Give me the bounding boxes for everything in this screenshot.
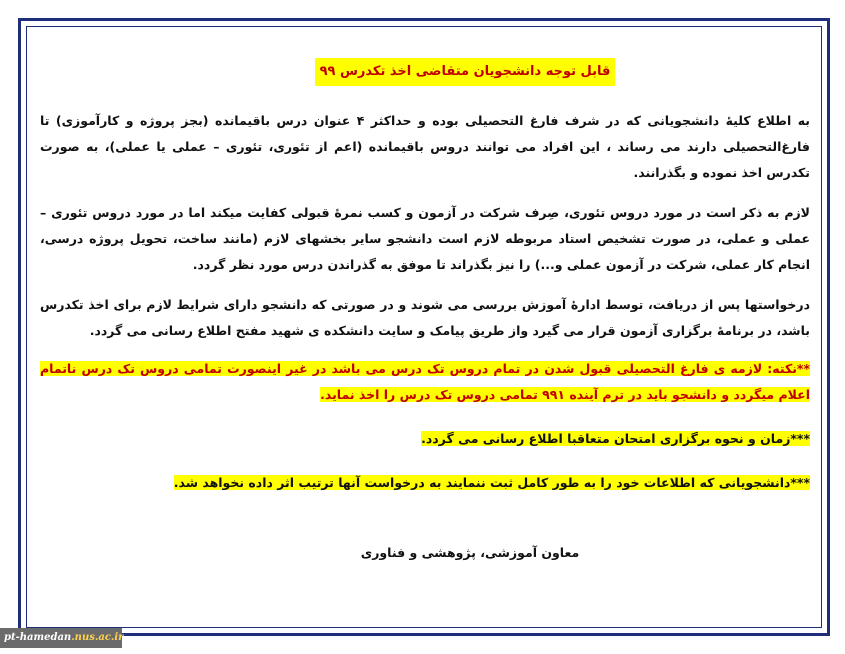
paragraph-eligibility: به اطلاع کلیهٔ دانشجویانی که در شرف فارغ التحصیلی بوده و حداکثر ۴ عنوان درس باقیمانده (بجز پروژه و کارآموزی) تا فارغ‌التحصیلی دارند می رساند ، این افراد می توانند دروس باقیمانده (اعم از تئوری، تئوری – عملی یا عملی)، به صورت تکدرس اخذ نموده و بگذرانند. xyxy=(40,113,810,180)
watermark-host: pt-hamedan xyxy=(4,632,72,643)
watermark-domain: .nus.ac.ir xyxy=(71,632,124,643)
note-exam-block xyxy=(40,426,810,452)
note-registration: ***دانشجویانی که اطلاعات خود را به طور کامل ثبت ننمایند به درخواست آنها ترتیب اثر داده نخواهد شد. xyxy=(173,475,810,490)
paragraph-requirements: لازم به ذکر است در مورد دروس تئوری، صِرف شرکت در آزمون و کسب نمرهٔ قبولی کفایت میکند اما در مورد دروس تئوری – عملی و عملی، در صورت تشخیص استاد مربوطه لازم است دانشجو سایر بخشهای لازم (مانند ساخت، تحویل پروژه درسی، انجام کار عملی، شرکت در آزمون عملی و...) را نیز بگذراند تا موفق به گذراندن درس مورد نظر گردد. xyxy=(40,205,810,272)
signature: معاون آموزشی، پژوهشی و فناوری xyxy=(360,545,580,560)
note-exam-schedule: ***زمان و نحوه برگزاری امتحان متعاقبا اطلاع رسانی می گردد. xyxy=(421,431,810,446)
note-graduation: **نکته: لازمه ی فارغ التحصیلی قبول شدن در تمام دروس تک درس می باشد در غیر اینصورت تمامی دروس تک درس ناتمام اعلام میگردد و دانشجو باید در ترم آینده ۹۹۱ تمامی دروس تک درس را اخذ نماید. xyxy=(40,361,810,402)
paragraph-review: درخواستها پس از دریافت، توسط ادارهٔ آموزش بررسی می شوند و در صورتی که دانشجو دارای شرایط لازم برای اخذ تکدرس باشد، در برنامهٔ برگزاری آزمون قرار می گیرد واز طریق پیامک و سایت دانشکده ی شهید مفتح اطلاع رسانی می گردد. xyxy=(40,297,810,338)
note-graduation-block xyxy=(40,356,810,408)
announcement-title: قابل توجه دانشجویان متقاضی اخذ تکدرس ۹۹ xyxy=(315,58,615,86)
announcement-page xyxy=(40,52,810,612)
note-registration-block xyxy=(40,470,810,496)
site-watermark xyxy=(0,628,122,648)
